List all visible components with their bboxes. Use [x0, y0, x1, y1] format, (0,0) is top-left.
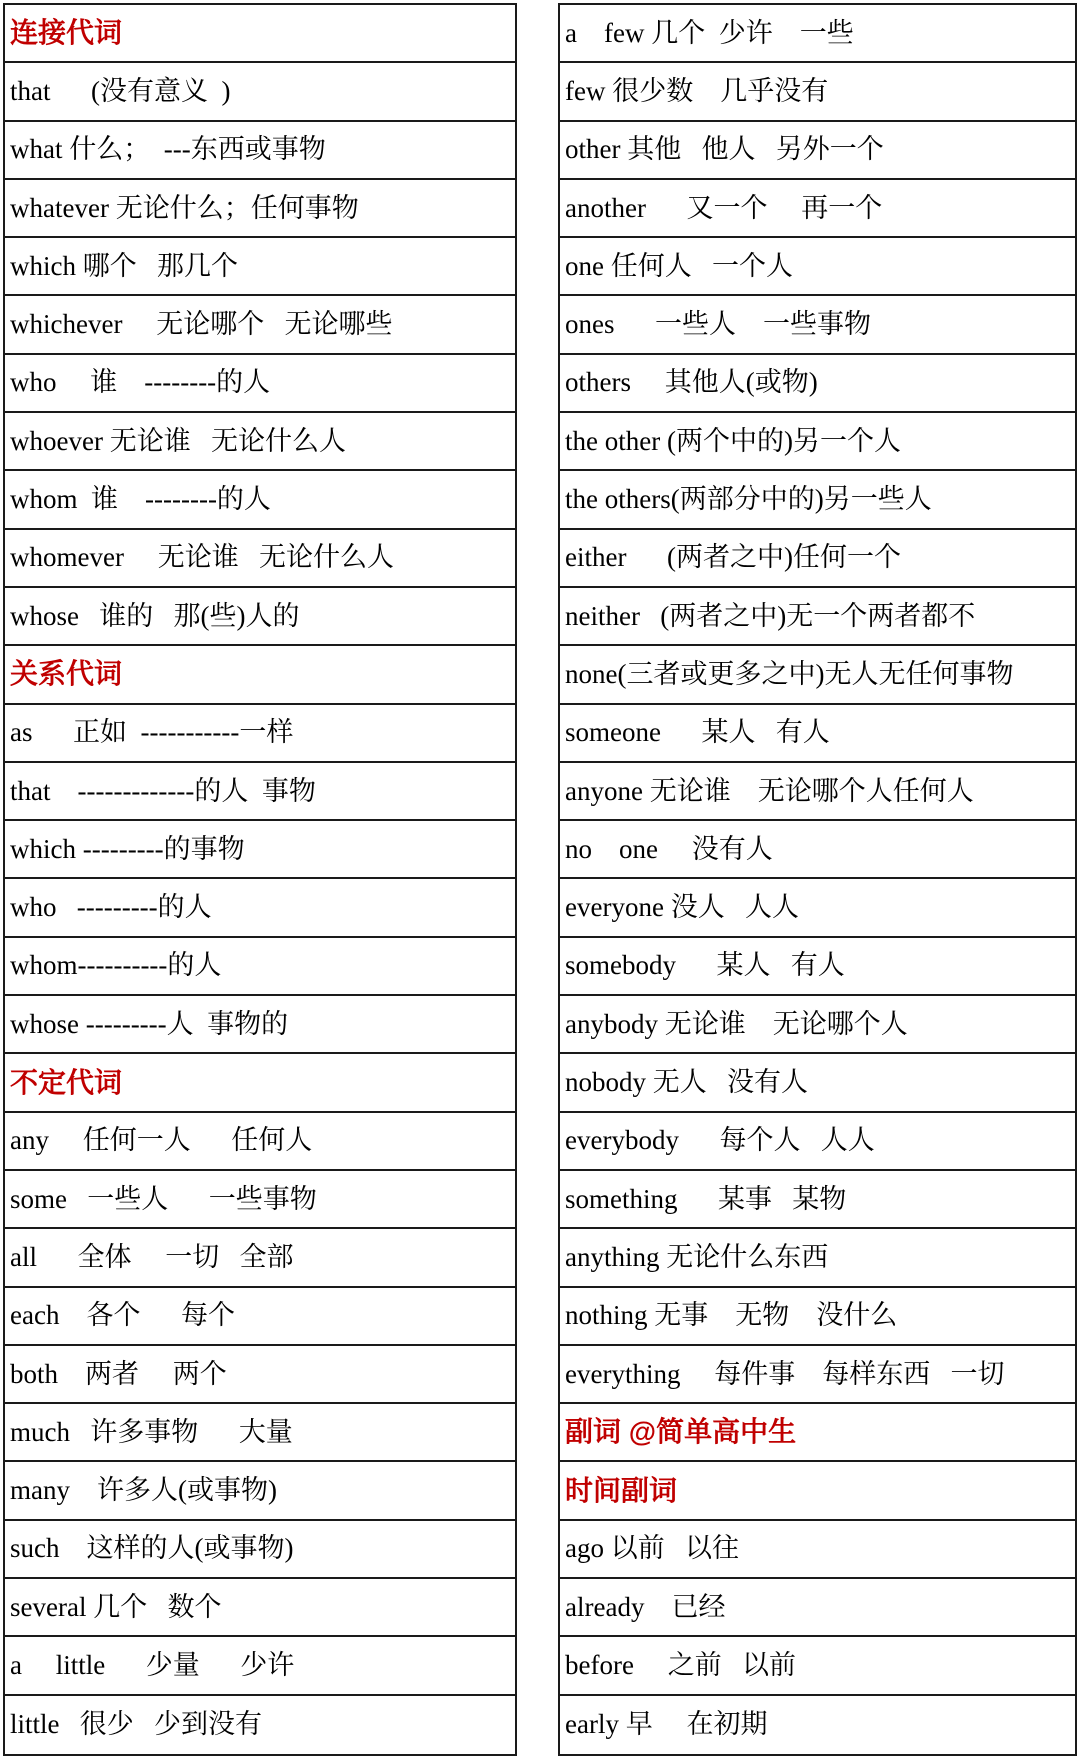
table-row	[560, 122, 1075, 180]
table-row	[560, 1229, 1075, 1287]
row-text: one 任何人 一个人	[565, 250, 793, 281]
table-row	[5, 1696, 515, 1754]
row-text: anybody 无论谁 无论哪个人	[565, 1008, 908, 1039]
table-row	[5, 879, 515, 937]
table-row	[560, 63, 1075, 121]
table-row	[5, 996, 515, 1054]
table-row	[5, 938, 515, 996]
table-row	[5, 1404, 515, 1462]
table-row	[5, 238, 515, 296]
row-text: little 很少 少到没有	[10, 1709, 262, 1740]
row-text: nothing 无事 无物 没什么	[565, 1300, 898, 1331]
section-header-row	[560, 1404, 1075, 1462]
table-row	[5, 1171, 515, 1229]
table-row	[5, 1113, 515, 1171]
table-row	[5, 1521, 515, 1579]
table-row	[560, 1113, 1075, 1171]
table-row	[5, 588, 515, 646]
row-text: early 早 在初期	[565, 1709, 768, 1740]
row-text: whom 谁 --------的人	[10, 484, 271, 515]
row-text: whose 谁的 那(些)人的	[10, 600, 300, 631]
table-row	[560, 996, 1075, 1054]
row-text: whom----------的人	[10, 950, 222, 981]
row-text: anything 无论什么东西	[565, 1241, 829, 1272]
row-text: neither (两者之中)无一个两者都不	[565, 600, 976, 631]
row-text: another 又一个 再一个	[565, 192, 883, 223]
row-text: who 谁 --------的人	[10, 367, 271, 398]
row-text: the others(两部分中的)另一些人	[565, 484, 932, 515]
row-text: whose ---------人 事物的	[10, 1008, 289, 1039]
row-text: everything 每件事 每样东西 一切	[565, 1358, 1005, 1389]
table-row	[560, 1521, 1075, 1579]
table-row	[5, 821, 515, 879]
row-text: others 其他人(或物)	[565, 367, 818, 398]
table-row	[560, 180, 1075, 238]
table-row	[560, 1054, 1075, 1112]
row-text: few 很少数 几乎没有	[565, 75, 829, 106]
row-text: what 什么； ---东西或事物	[10, 134, 326, 165]
row-text: each 各个 每个	[10, 1300, 235, 1331]
row-text: some 一些人 一些事物	[10, 1183, 317, 1214]
table-row	[5, 763, 515, 821]
table-row	[5, 1462, 515, 1520]
table-row	[5, 1637, 515, 1695]
section-header-row	[5, 5, 515, 63]
row-text: nobody 无人 没有人	[565, 1067, 808, 1098]
table-row	[560, 296, 1075, 354]
table-row	[560, 471, 1075, 529]
row-text: which ---------的事物	[10, 833, 245, 864]
row-text: much 许多事物 大量	[10, 1416, 293, 1447]
row-text: everybody 每个人 人人	[565, 1125, 875, 1156]
row-text: that -------------的人 事物	[10, 775, 316, 806]
table-row	[5, 1346, 515, 1404]
table-row	[560, 355, 1075, 413]
row-text: as 正如 -----------一样	[10, 717, 294, 748]
section-header-row	[5, 1054, 515, 1112]
row-text: both 两者 两个	[10, 1358, 227, 1389]
table-row	[560, 1288, 1075, 1346]
row-text: somebody 某人 有人	[565, 950, 845, 981]
row-text: 不定代词	[10, 1066, 123, 1098]
table-row	[560, 763, 1075, 821]
table-row	[560, 646, 1075, 704]
table-row	[5, 355, 515, 413]
table-row	[560, 1696, 1075, 1754]
row-text: many 许多人(或事物)	[10, 1475, 277, 1506]
row-text: someone 某人 有人	[565, 717, 830, 748]
section-header-row	[560, 1462, 1075, 1520]
row-text: the other (两个中的)另一个人	[565, 425, 901, 456]
table-row	[560, 1579, 1075, 1637]
row-text: other 其他 他人 另外一个	[565, 134, 884, 165]
row-text: anyone 无论谁 无论哪个人任何人	[565, 775, 974, 806]
row-text: whichever 无论哪个 无论哪些	[10, 309, 393, 340]
row-text: ones 一些人 一些事物	[565, 309, 871, 340]
row-text: all 全体 一切 全部	[10, 1241, 294, 1272]
row-text: either (两者之中)任何一个	[565, 542, 901, 573]
section-header-row	[5, 646, 515, 704]
row-text: any 任何一人 任何人	[10, 1125, 313, 1156]
table-row	[5, 122, 515, 180]
table-row	[5, 296, 515, 354]
row-text: 关系代词	[10, 658, 123, 690]
row-text: before 之前 以前	[565, 1650, 796, 1681]
table-row	[560, 1346, 1075, 1404]
row-text: something 某事 某物	[565, 1183, 847, 1214]
table-row	[5, 530, 515, 588]
row-text: who ---------的人	[10, 892, 212, 923]
table-row	[560, 530, 1075, 588]
table-row	[560, 588, 1075, 646]
table-row	[5, 1579, 515, 1637]
table-row	[5, 413, 515, 471]
row-text: a few 几个 少许 一些	[565, 17, 854, 48]
table-row	[560, 1171, 1075, 1229]
row-text: ago 以前 以往	[565, 1533, 739, 1564]
row-text: whoever 无论谁 无论什么人	[10, 425, 346, 456]
row-text: 时间副词	[565, 1474, 678, 1506]
table-row	[5, 471, 515, 529]
row-text: a little 少量 少许	[10, 1650, 295, 1681]
table-row	[560, 821, 1075, 879]
table-row	[5, 1229, 515, 1287]
row-text: such 这样的人(或事物)	[10, 1533, 294, 1564]
table-row	[5, 705, 515, 763]
table-row	[5, 63, 515, 121]
row-text: no one 没有人	[565, 833, 773, 864]
table-row	[560, 938, 1075, 996]
row-text: 连接代词	[10, 17, 123, 49]
left-vocab-table	[3, 3, 517, 1756]
table-row	[560, 238, 1075, 296]
table-row	[5, 180, 515, 238]
right-vocab-table	[558, 3, 1077, 1756]
table-row	[5, 1288, 515, 1346]
row-text: several 几个 数个	[10, 1591, 222, 1622]
row-text: everyone 没人 人人	[565, 892, 799, 923]
table-row	[560, 413, 1075, 471]
table-row	[560, 1637, 1075, 1695]
table-row	[560, 879, 1075, 937]
table-row	[560, 705, 1075, 763]
row-text: 副词 @简单高中生	[565, 1416, 797, 1448]
table-row	[560, 5, 1075, 63]
row-text: which 哪个 那几个	[10, 250, 238, 281]
row-text: that (没有意义 )	[10, 75, 231, 106]
row-text: whatever 无论什么；任何事物	[10, 192, 359, 223]
row-text: none(三者或更多之中)无人无任何事物	[565, 658, 1014, 689]
row-text: whomever 无论谁 无论什么人	[10, 542, 394, 573]
row-text: already 已经	[565, 1591, 726, 1622]
